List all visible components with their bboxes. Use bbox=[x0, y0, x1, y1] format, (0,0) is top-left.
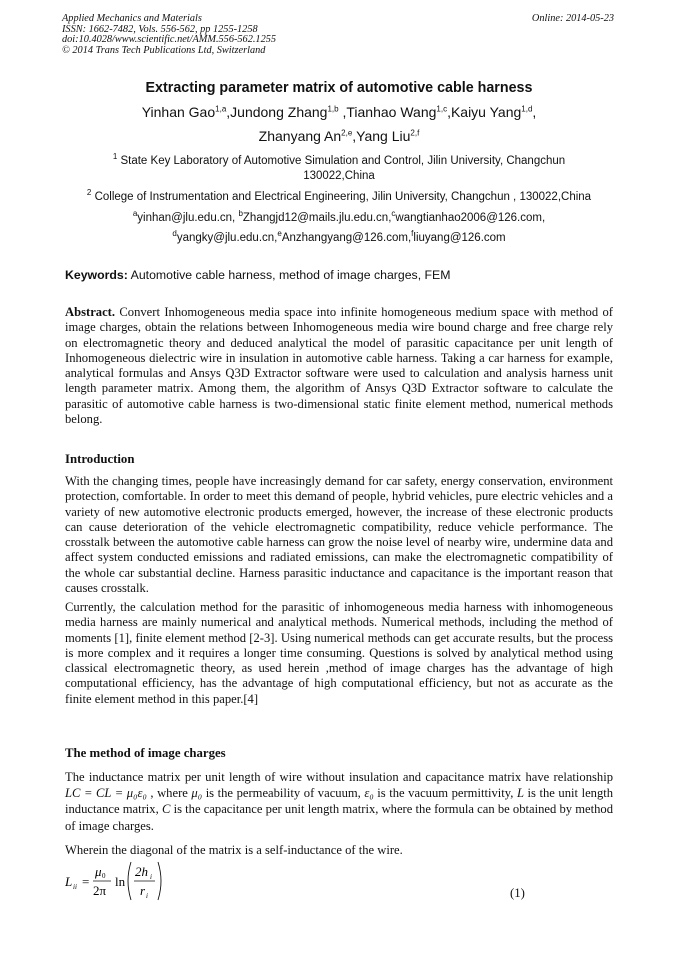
doi: doi:10.4028/www.scientific.net/AMM.556-562.1255 bbox=[62, 34, 277, 46]
eq-left-paren bbox=[128, 862, 131, 900]
method-paragraph-1: The inductance matrix per unit length of wire without insulation and capacitance matrix have relationship LC = CL = μ₀ε₀ , where μ₀ is the permeability of vacuum, ε₀ is the vacuum permittivity, L is the unit length inductance matrix, C is the capacitance per unit length matrix, where the formula can be obtained by method of image charges. bbox=[65, 770, 614, 833]
eq-num2: 2h bbox=[135, 864, 148, 879]
equation-1 bbox=[65, 856, 185, 906]
equation-number: (1) bbox=[510, 886, 525, 900]
eq-num2-sub: i bbox=[150, 873, 152, 881]
author-jundong-zhang: ,Jundong Zhang$^{1,b}$ bbox=[226, 104, 339, 120]
intro-paragraph-1: With the changing times, people have increasingly demand for car safety, energy conservation, environment protection, comfortable. In order to meet this demand of people, hybrid vehicles, pure electric vehicles and a variety of new automotive electronic products emerged, however, the increase of these electronic products can cause deterioration of the vehicle electromagnetic compatibility, reduce vehicle performance. The crosstalk between the automotive cable harness can grow the noise level of nearby wire, undermine data and affect system conducted emissions and radiated emissions, can make the electromagnetic compatibility of the whole car substantial decline. Harness parasitic inductance and capacitance is the important reason that causes crosstalk. bbox=[65, 474, 613, 596]
author-zhanyang-an: Zhanyang An$^{2,e}$ bbox=[258, 128, 353, 144]
running-header bbox=[62, 14, 614, 56]
paper-title: Extracting parameter matrix of automotive cable harness bbox=[145, 80, 533, 96]
copyright: © 2014 Trans Tech Publications Ltd, Switzerland bbox=[62, 44, 266, 56]
method-heading: The method of image charges bbox=[65, 746, 226, 760]
eq-den2-sub: i bbox=[146, 892, 148, 900]
issn: ISSN: 1662-7482, Vols. 556-562, pp 1255-1258 bbox=[62, 23, 258, 35]
author-tianhao-wang: ,Tianhao Wang$^{1,c}$ bbox=[338, 104, 448, 120]
online-date: Online: 2014-05-23 bbox=[531, 13, 614, 24]
method-paragraph-2: Wherein the diagonal of the matrix is a self-inductance of the wire. bbox=[65, 843, 403, 857]
keywords: Keywords: Automotive cable harness, method of image charges, FEM bbox=[65, 268, 451, 282]
authors-line-1: Yinhan Gao$^{1,a}$,Jundong Zhang$^{1,b}$ ,Tianhao Wang$^{1,c}$,Kaiyu Yang$^{1,d}$, bbox=[141, 104, 537, 120]
eq-equals: = bbox=[82, 874, 90, 889]
eq-lhs-sub: ii bbox=[73, 883, 77, 891]
author-kaiyu-yang: ,Kaiyu Yang$^{1,d}$ bbox=[447, 104, 533, 120]
eq-mu-sub: 0 bbox=[102, 872, 106, 880]
author-yang-liu: ,Yang Liu$^{2,f}$ bbox=[352, 128, 420, 144]
author-yinhan-gao: Yinhan Gao$^{1,a}$ bbox=[141, 104, 227, 120]
emails-line-1: $^a$yinhan@jlu.edu.cn, $^b$Zhangjd12@mails.jlu.edu.cn,$^c$wangtianhao2006@126.com, bbox=[132, 209, 546, 224]
eq-denominator: 2π bbox=[93, 883, 107, 898]
eq-den2: r bbox=[140, 883, 146, 898]
authors-line-2 bbox=[0, 128, 678, 144]
emails-line-2: $^d$yangky@jlu.edu.cn,$^e$Anzhangyang@126.com,$^f$liuyang@126.com bbox=[172, 229, 506, 244]
affiliation-2: $^2$ College of Instrumentation and Electrical Engineering, Jilin University, Changchun , 130022,China bbox=[86, 188, 592, 203]
introduction-heading: Introduction bbox=[65, 452, 135, 466]
eq-right-paren bbox=[158, 862, 161, 900]
eq-ln: ln bbox=[115, 874, 126, 889]
eq-lhs: L bbox=[65, 874, 73, 889]
abstract: Abstract. Convert Inhomogeneous media space into infinite homogeneous medium space with method of image charges, obtain the relations between Inhomogeneous media wire bound charge and free charge rely on electromagnetic theory and deduced analytical the model of parasitic capacitance per unit length of Inhomogeneous dielectric wire in insulation in automotive cable harness. Taking a car harness for example, analytical formulas and Ansys Q3D Extractor software were used to calculation and analysis harness unit length parameter matrix. Among them, the algorithm of Ansys Q3D Extractor software to calculate the parasitic of automotive cable harness is two-dimensional static finite element method, numerical methods belong. bbox=[65, 305, 613, 427]
journal-name: Applied Mechanics and Materials bbox=[62, 13, 202, 24]
affiliation-1: $^1$ State Key Laboratory of Automotive Simulation and Control, Jilin University, Changchun 130022,China bbox=[112, 152, 566, 182]
eq-mu: μ bbox=[95, 864, 102, 879]
intro-paragraph-2: Currently, the calculation method for the parasitic of inhomogeneous media harness with inhomogeneous media harness are mainly numerical and analytical methods. Numerical methods, including the method of moments [1], finite element method [2-3]. Using numerical methods can get accurate results, but the process is more complex and it requires a longer time consuming. Questions is solved by analytical method using classical electromagnetic theory, as used herein ,method of image charges has the advantage of high computational efficiency, has the advantage of high computational efficiency, but not as accurate as the finite element method in this paper.[4] bbox=[65, 600, 613, 706]
